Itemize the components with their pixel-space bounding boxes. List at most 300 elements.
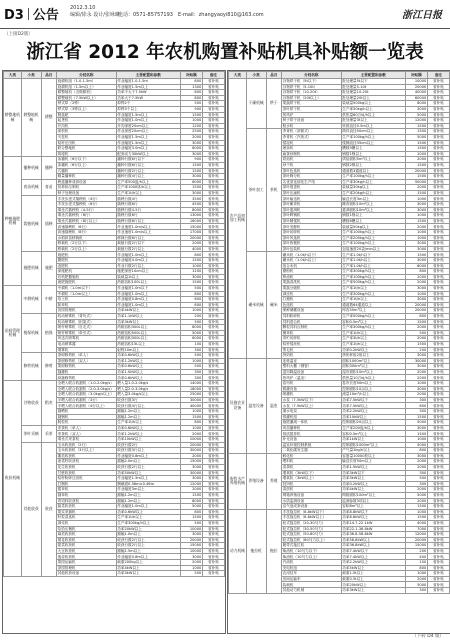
note-cell: 省补贴 (202, 185, 224, 191)
note-cell: 省补贴 (202, 498, 224, 504)
note-cell: 省补贴 (202, 330, 224, 336)
tier-name-cell: 轮式拖拉机（80马力以上） (282, 537, 342, 543)
note-cell: 省补贴 (427, 448, 449, 454)
spec-cell: 容积0.5m³以上 (341, 319, 405, 325)
tier-name-cell: 打捆机 (57, 481, 117, 487)
amount-cell: 300 (405, 470, 427, 476)
note-cell: 省补贴 (427, 537, 449, 543)
item-cell: 收获 (41, 442, 56, 576)
spec-cell: 插秧行数6行 (116, 202, 180, 208)
amount-cell: 5000 (180, 330, 202, 336)
spec-cell: 生产率1t/h以上 (116, 190, 180, 196)
spec-cell: 功率20kW以上 (341, 582, 405, 588)
spec-cell: 功率8.8kW以上 (341, 515, 405, 521)
subcategory-cell: 中耕机械 (21, 285, 41, 313)
subcategory-cell: 施肥机械 (21, 252, 41, 286)
amount-cell: 1500 (405, 129, 427, 135)
note-cell: 省补贴 (202, 375, 224, 381)
amount-cell: 1500 (180, 280, 202, 286)
note-cell: 省补贴 (427, 291, 449, 297)
tier-name-cell: 脱粒机 (57, 420, 117, 426)
spec-cell: 收获行数3行 (116, 397, 180, 403)
note-cell: 省补贴 (427, 174, 449, 180)
divider (28, 8, 29, 20)
column-header: 备注 (202, 72, 224, 79)
amount-cell: 800 (180, 291, 202, 297)
tier-name-cell: 深松机 (57, 129, 117, 135)
column-header: 分档名称 (57, 72, 117, 79)
amount-cell: 400 (405, 554, 427, 560)
spec-cell: 药箱容积100L以上 (116, 280, 180, 286)
spec-cell: 功率1.0kW以上 (116, 369, 180, 375)
spec-cell: 功率20kW以上 (116, 526, 180, 532)
spec-cell: 功率0.2kW以上 (341, 347, 405, 353)
amount-cell: 800 (405, 403, 427, 409)
spec-cell: 容积8m³以上 (341, 504, 405, 510)
amount-cell: 1000 (180, 409, 202, 415)
amount-cell: 2000 (405, 280, 427, 286)
note-cell: 省补贴 (202, 565, 224, 571)
tier-name-cell: 颗粒饲料压制机 (282, 325, 342, 331)
note-cell: 省补贴 (202, 543, 224, 549)
spec-cell: 收获行数2行以上 (116, 543, 180, 549)
item-cell: 育苗 (41, 179, 56, 196)
table-header-row (4, 72, 225, 79)
spec-cell: 开沟深度20cm以上 (116, 123, 180, 129)
note-cell: 省补贴 (427, 79, 449, 85)
tier-name-cell: 剥壳机 (57, 520, 117, 526)
amount-cell: 500 (180, 364, 202, 370)
amount-cell: 5000 (405, 134, 427, 140)
note-cell: 省补贴 (427, 123, 449, 129)
spec-cell: 功率0.6kW以上 (116, 375, 180, 381)
amount-cell: 20000 (405, 168, 427, 174)
note-cell: 省补贴 (427, 481, 449, 487)
amount-cell: 17000 (180, 230, 202, 236)
tier-name-cell: 装载机 (282, 582, 342, 588)
subcategory-cell: 播种机械 (21, 157, 41, 179)
note-cell: 省补贴 (427, 515, 449, 521)
tier-name-cell: 杀青机（汽热式） (282, 134, 342, 140)
spec-cell: 犁铧2个 (116, 101, 180, 107)
tier-name-cell: 柴油机（10马力以上） (282, 554, 342, 560)
tier-name-cell: 半喂入联合收割机（4行以上） (57, 403, 117, 409)
tier-name-cell: 玉米收获机（3行以上） (57, 448, 117, 454)
amount-cell: 1000 (405, 196, 427, 202)
category-cell: 收获机械 (4, 381, 22, 577)
spec-cell: 控制面积20亩以上 (341, 420, 405, 426)
amount-cell: 2000 (405, 459, 427, 465)
note-cell: 省补贴 (427, 151, 449, 157)
spec-cell: 筒体直径50cm以上 (341, 129, 405, 135)
note-cell: 省补贴 (202, 291, 224, 297)
spec-cell: 割幅1.2m以上 (116, 409, 180, 415)
note-cell: 省补贴 (202, 420, 224, 426)
note-cell: 省补贴 (202, 269, 224, 275)
item-cell: 采茶 (41, 425, 56, 442)
tier-name-cell: 机动喷雾机（担架式） (57, 319, 117, 325)
note-cell: 省补贴 (202, 213, 224, 219)
spec-cell: 批处理量20t以上 (341, 95, 405, 101)
spec-cell: 功率2.2kW以上 (341, 560, 405, 566)
note-cell: 省补贴 (427, 470, 449, 476)
tier-name-cell: 喂料机 (282, 459, 342, 465)
note-cell: 省补贴 (202, 571, 224, 577)
item-cell: 稻麦 (41, 381, 56, 426)
tier-name-cell: 茶叶输送机 (282, 196, 342, 202)
tier-name-cell: 炒干机 (282, 162, 342, 168)
spec-cell: 功率50kW以上 (116, 470, 180, 476)
tier-name-cell: 田园管理机 (57, 308, 117, 314)
spec-cell: 作业速度1.0m/s以上 (116, 230, 180, 236)
tier-name-cell: 热风炉（温室） (282, 375, 342, 381)
tier-name-cell: 开沟机 (57, 123, 117, 129)
note-cell: 省补贴 (427, 565, 449, 571)
spec-cell: 收获行数3行以上 (116, 448, 180, 454)
subcategory-cell: 谷物收获 (21, 381, 41, 426)
note-cell: 省补贴 (202, 336, 224, 342)
note-cell: 省补贴 (202, 179, 224, 185)
note-cell: 省补贴 (202, 459, 224, 465)
subcategory-cell: 修剪机械 (21, 353, 41, 381)
note-cell: 省补贴 (202, 168, 224, 174)
tier-name-cell: 果蔬烘干机 (282, 101, 342, 107)
note-cell: 省补贴 (202, 79, 224, 85)
tier-name-cell: 茶叶辉锅机 (282, 213, 342, 219)
tier-name-cell: 茶叶提香机 (282, 185, 342, 191)
spec-cell: 功率1kW以上 (341, 437, 405, 443)
category-cell: 田间管理机械 (4, 285, 22, 380)
tier-name-cell: 热风炉 (282, 112, 342, 118)
spec-cell: 生产率1.0t/h以下 (341, 252, 405, 258)
amount-cell: 1000 (180, 425, 202, 431)
spec-cell: 通道数64通道以上 (341, 302, 405, 308)
tier-name-cell: 轮式拖拉机（20-30马力） (282, 520, 342, 526)
amount-cell: 25000 (180, 392, 202, 398)
tier-name-cell: 秧盘播种成套设备 (57, 179, 117, 185)
amount-cell: 1000 (180, 565, 202, 571)
spec-cell: 功率2.2kW以上 (341, 409, 405, 415)
amount-cell: 30000 (180, 397, 202, 403)
note-cell: 省补贴 (202, 274, 224, 280)
tier-name-cell: 微灌设备 (282, 386, 342, 392)
spec-cell: 作业行数2行以上 (116, 263, 180, 269)
tier-name-cell: 茶叶包装机 (282, 246, 342, 252)
continued-footer: （下转 D4 版） (412, 634, 444, 639)
tier-name-cell: 塑料大棚（钢管） (282, 364, 342, 370)
spec-cell: 功率1.1kW以上 (116, 313, 180, 319)
spec-cell: 喂入量2.0-3.0kg/s (116, 386, 180, 392)
tier-name-cell: 水泵（7.5kW以下） (282, 397, 342, 403)
tier-name-cell: 乘坐式插秧机（4-5行） (57, 207, 117, 213)
amount-cell: 2000 (405, 274, 427, 280)
spec-cell: 功率7.5kW以下 (341, 397, 405, 403)
note-cell: 省补贴 (202, 190, 224, 196)
subsidy-table-right (228, 71, 450, 594)
spec-cell: 生产率20kg/h以上 (341, 190, 405, 196)
amount-cell: 2000 (405, 392, 427, 398)
page-number: D3 (4, 8, 24, 23)
tier-name-cell: 其他动力机械 (282, 588, 342, 594)
note-cell: 省补贴 (202, 90, 224, 96)
item-cell: 耕整 (41, 79, 56, 157)
tier-name-cell: 水质监测设备 (282, 498, 342, 504)
tier-name-cell: 施肥机 (57, 252, 117, 258)
note-cell: 省补贴 (202, 302, 224, 308)
tier-name-cell: 果蔬清洗机 (282, 280, 342, 286)
spec-cell: 作业幅宽1.5m以上 (116, 112, 180, 118)
amount-cell: 2000 (405, 325, 427, 331)
spec-cell: 割幅1.2m以上 (116, 498, 180, 504)
spec-cell: 锅数2锅以上 (341, 162, 405, 168)
spec-cell: 插秧行数4行 (116, 196, 180, 202)
amount-cell: 300 (180, 347, 202, 353)
spec-cell: 卷帘长度50m以上 (341, 381, 405, 387)
amount-cell: 1500 (405, 252, 427, 258)
note-cell: 省补贴 (202, 246, 224, 252)
note-cell: 省补贴 (427, 235, 449, 241)
note-cell: 省补贴 (202, 129, 224, 135)
tier-name-cell: 旋耕机组（1.5m以上） (57, 84, 117, 90)
amount-cell: 1500 (405, 162, 427, 168)
amount-cell: 8000 (405, 101, 427, 107)
item-cell: 中耕 (41, 285, 56, 313)
amount-cell: 500 (405, 330, 427, 336)
tier-name-cell: 割灌机 (57, 369, 117, 375)
subsidy-table-left (3, 71, 225, 577)
spec-cell: 生产率300kg/h以上 (341, 325, 405, 331)
spec-cell: 生产率1t/h以上 (116, 515, 180, 521)
tier-name-cell: 薯类收获机 (57, 453, 117, 459)
tier-name-cell: 液肥施肥机 (57, 280, 117, 286)
spec-cell: 面积1000m²以上 (341, 358, 405, 364)
issue-date: 2012.3.10 (70, 5, 96, 11)
note-cell: 省补贴 (202, 431, 224, 437)
note-cell: 省补贴 (202, 369, 224, 375)
note-cell: 省补贴 (427, 146, 449, 152)
tier-name-cell: 全喂入联合收割机（1.0-2.0kg/s） (57, 381, 117, 387)
tier-name-cell: 榨油机 (282, 274, 342, 280)
amount-cell: 800 (180, 302, 202, 308)
tier-name-cell: 条播机（6行以下） (57, 157, 117, 163)
amount-cell: 300 (180, 375, 202, 381)
tier-name-cell: 喷灌机 (282, 392, 342, 398)
spec-cell: 挤奶杯组2组以上 (341, 353, 405, 359)
amount-cell: 800 (180, 420, 202, 426)
amount-cell: 600 (180, 297, 202, 303)
amount-cell: 5000 (405, 112, 427, 118)
note-cell: 省补贴 (427, 437, 449, 443)
item-cell: 拖拉 (266, 509, 281, 593)
spec-cell: 生产率100kg/h以上 (341, 174, 405, 180)
note-cell: 省补贴 (202, 285, 224, 291)
note-cell: 省补贴 (427, 179, 449, 185)
spec-cell: 生产率300kg/h以上 (341, 291, 405, 297)
note-cell: 省补贴 (202, 504, 224, 510)
note-cell: 省补贴 (202, 442, 224, 448)
tier-name-cell: 铧式犁（2铧） (57, 101, 117, 107)
tier-name-cell: 挤奶机 (282, 353, 342, 359)
subcategory-cell: 植保机械 (21, 313, 41, 352)
spec-cell: 喂入量1.0-2.0kg/s (116, 381, 180, 387)
amount-cell: 1500 (405, 504, 427, 510)
spec-cell: 功率3kW以上 (116, 319, 180, 325)
tier-name-cell: 电动喷雾器 (57, 341, 117, 347)
tier-name-cell: 培土机 (57, 297, 117, 303)
amount-cell: 2000 (405, 185, 427, 191)
amount-cell: 1000 (180, 358, 202, 364)
tier-name-cell: 碾米机（1.0t/h以上） (282, 258, 342, 264)
spec-cell: 控制面积10亩以上 (341, 386, 405, 392)
tier-name-cell: 饲料粉碎机 (282, 313, 342, 319)
tier-name-cell: 种子处理设备 (57, 190, 117, 196)
right-table-column (227, 70, 450, 634)
amount-cell: 1500 (405, 140, 427, 146)
amount-cell: 7000 (405, 526, 427, 532)
note-cell: 省补贴 (427, 263, 449, 269)
amount-cell: 800 (180, 95, 202, 101)
spec-cell: 流量10m³/h以上 (341, 392, 405, 398)
tier-name-cell: 手扶拖拉机（8.8kW以下） (282, 509, 342, 515)
tier-name-cell: 除草机 (57, 302, 117, 308)
note-cell: 省补贴 (427, 425, 449, 431)
amount-cell: 12000 (405, 118, 427, 124)
tier-name-cell: 割捆机 (57, 414, 117, 420)
tier-name-cell: 追肥机 (57, 263, 117, 269)
amount-cell: 1000 (405, 571, 427, 577)
spec-cell: 功率0.6kW以上 (116, 353, 180, 359)
note-cell: 省补贴 (427, 336, 449, 342)
tier-name-cell: 穴播机 (57, 168, 117, 174)
column-header: 补贴额 (180, 72, 202, 79)
tier-name-cell: 基质搅拌机 (282, 431, 342, 437)
note-cell: 省补贴 (202, 174, 224, 180)
subcategory-cell: 育苗机械 (21, 179, 41, 196)
tier-name-cell: 果实采摘机 (57, 509, 117, 515)
tier-name-cell: 搂草机 (57, 487, 117, 493)
item-cell: 养殖 (266, 453, 281, 509)
tier-name-cell: 捡拾压捆机 (57, 526, 117, 532)
amount-cell: 2000 (405, 369, 427, 375)
note-cell: 省补贴 (202, 319, 224, 325)
tier-name-cell: 轮式拖拉机（30-50马力） (282, 526, 342, 532)
page-label (4, 4, 59, 23)
note-cell: 省补贴 (427, 101, 449, 107)
amount-cell: 600 (180, 90, 202, 96)
amount-cell: 4500 (180, 202, 202, 208)
tier-name-cell: 谷物烘干机（20t以上） (282, 95, 342, 101)
spec-cell: 作业幅宽3.0m以上 (116, 146, 180, 152)
note-cell: 省补贴 (427, 358, 449, 364)
spec-cell: 萎凋面积10m²以上 (341, 207, 405, 213)
spec-cell: 批处理量10-20t (341, 90, 405, 96)
note-cell: 省补贴 (427, 532, 449, 538)
tier-name-cell: 营养钵压制机 (57, 185, 117, 191)
amount-cell: 1500 (180, 414, 202, 420)
note-cell: 省补贴 (202, 448, 224, 454)
note-cell: 省补贴 (427, 285, 449, 291)
note-cell: 省补贴 (202, 263, 224, 269)
note-cell: 省补贴 (202, 112, 224, 118)
spec-cell: 功率5kW以上 (341, 565, 405, 571)
spec-cell: 作业深度25cm以上 (116, 129, 180, 135)
note-cell: 省补贴 (202, 308, 224, 314)
note-cell: 省补贴 (202, 425, 224, 431)
tier-name-cell: 网箱养殖设备 (282, 492, 342, 498)
tier-name-cell: 花生收获机 (57, 464, 117, 470)
note-cell: 省补贴 (427, 213, 449, 219)
spec-cell: 生产率200kg/h以上 (341, 235, 405, 241)
tier-name-cell: 半喂入联合收割机（3行） (57, 397, 117, 403)
spec-cell: 收获行数2行 (116, 442, 180, 448)
tier-name-cell: 旋耕机组（1.0-1.5m） (57, 79, 117, 85)
spec-cell: 装载量30kg以上 (341, 185, 405, 191)
note-cell: 省补贴 (427, 241, 449, 247)
note-cell: 省补贴 (427, 207, 449, 213)
amount-cell: 16000 (180, 218, 202, 224)
amount-cell: 20000 (405, 308, 427, 314)
amount-cell: 800 (405, 565, 427, 571)
tier-name-cell: 二氧化碳发生器 (282, 448, 342, 454)
spec-cell: 功率大于7.5kW (116, 95, 180, 101)
amount-cell: 6000 (180, 179, 202, 185)
tier-name-cell: 名优茶连续化生产线 (282, 179, 342, 185)
amount-cell: 5000 (180, 504, 202, 510)
spec-cell: 割幅1.2m以上 (116, 414, 180, 420)
tier-name-cell: 水稻钵苗移栽机 (57, 235, 117, 241)
amount-cell: 20000 (405, 84, 427, 90)
note-cell: 省补贴 (202, 207, 224, 213)
item-cell: 茶机 (266, 129, 281, 252)
table-header-row (229, 72, 450, 79)
amount-cell: 1500 (180, 112, 202, 118)
spec-cell: 作业幅宽1.0m以上 (116, 302, 180, 308)
item-cell: 烘干 (266, 79, 281, 129)
note-cell: 省补贴 (202, 532, 224, 538)
tier-name-cell: 打蜡机 (282, 297, 342, 303)
tier-name-cell: 手扶步进式插秧机（6行） (57, 202, 117, 208)
spec-cell: 生产率300kg/h以上 (341, 269, 405, 275)
tier-name-cell: 温室环境控制系统 (282, 442, 342, 448)
amount-cell: 900 (180, 106, 202, 112)
tier-name-cell: 清粪机 (282, 464, 342, 470)
tier-name-cell: 排灌机组 (282, 414, 342, 420)
amount-cell: 6000 (405, 263, 427, 269)
amount-cell: 500 (180, 285, 202, 291)
amount-cell: 500 (180, 571, 202, 577)
amount-cell: 1500 (180, 168, 202, 174)
note-cell: 省补贴 (427, 325, 449, 331)
amount-cell: 13000 (180, 213, 202, 219)
amount-cell: 5000 (405, 442, 427, 448)
spec-cell: 功率10kW以上 (116, 437, 180, 443)
note-cell: 省补贴 (427, 134, 449, 140)
tier-name-cell: 大豆收获机 (57, 548, 117, 554)
tier-name-cell: 铧式犁（3铧以上） (57, 106, 117, 112)
tier-name-cell: 乘坐式插秧机（8行以上） (57, 218, 117, 224)
subcategory-cell: 栽植机械 (21, 196, 41, 252)
tier-name-cell: 绿篱修剪机 (57, 375, 117, 381)
note-cell: 省补贴 (202, 151, 224, 157)
note-cell: 省补贴 (202, 118, 224, 124)
subcategory-cell: 养殖设备 (246, 453, 266, 509)
column-header: 品目 (41, 72, 56, 79)
amount-cell: 15000 (180, 543, 202, 549)
spec-cell: 施肥深度10cm以上 (116, 269, 180, 275)
note-cell: 省补贴 (427, 464, 449, 470)
amount-cell: 15000 (180, 459, 202, 465)
tier-name-cell: 水泵（7.5kW以上） (282, 403, 342, 409)
